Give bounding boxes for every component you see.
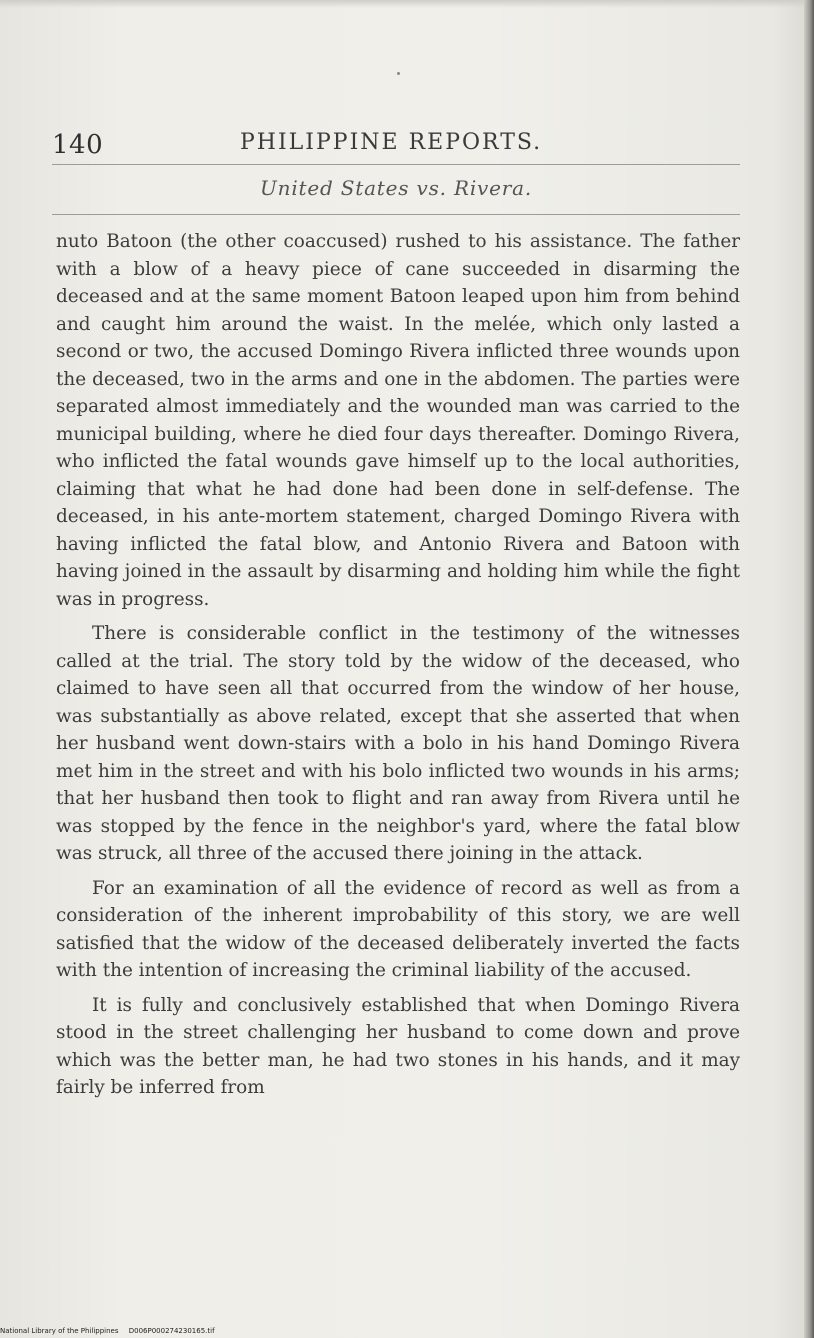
paragraph-testimony-conflict: There is considerable conflict in the testimony of the witnesses called at the trial. The story told by the widow of the deceased, who claimed to have seen all that occurred from the window of her house, was substantially as above related, except that she asserted that when her husband went down-stairs with a bolo in his hand Domingo Rivera met him in the street and with his bolo inflicted two wounds in his arms; that her husband then took to flight and ran away from Rivera until he was stopped by the fence in the neighbor's yard, where the fatal blow was struck, all three of the accused there joining in the attack. (56, 623, 740, 864)
header-rule-bottom (52, 214, 740, 215)
page-number: 140 (52, 130, 104, 160)
dust-speck (397, 72, 400, 75)
case-title: United States vs. Rivera. (259, 176, 533, 200)
footer-library: National Library of the Philippines (0, 1327, 119, 1335)
scan-footer (0, 1327, 215, 1335)
body-text (56, 228, 740, 1109)
paragraph-continuation: nuto Batoon (the other coaccused) rushed to his assistance. The father with a blow of a heavy piece of cane succeeded in disarming the deceased and at the same moment Batoon leaped upon him from behind and caught him around the waist. In the melée, which only lasted a second or two, the accused Domingo Rivera inflicted three wounds upon the deceased, two in the arms and one in the abdomen. The parties were separated almost immediately and the wounded man was carried to the municipal building, where he died four days thereafter. Domingo Rivera, who inflicted the fatal wounds gave himself up to the local authorities, claiming that what he had done had been done in self-defense. The deceased, in his ante-mortem statement, charged Domingo Rivera with having inflicted the fatal blow, and Antonio Rivera and Batoon with having joined in the assault by disarming and holding him while the fight was in progress. (56, 231, 740, 610)
page-top-shadow (0, 0, 814, 8)
page-right-edge (804, 0, 814, 1338)
paragraph-established-facts: It is fully and conclusively established that when Domingo Rivera stood in the street challenging her husband to come down and prove which was the better man, he had two stones in his hands, and it may fairly be inferred from (56, 994, 740, 1098)
running-head (52, 128, 742, 164)
footer-doc-id: D006P000274230165.tif (128, 1327, 215, 1335)
paragraph-evidence-examination: For an examination of all the evidence of record as well as from a consideration of the inherent improbability of this story, we are well satisfied that the widow of the deceased deliberately inverted the facts with the intention of increasing the criminal liability of the accused. (56, 877, 740, 981)
book-title: PHILIPPINE REPORTS. (240, 130, 543, 155)
header-rule-top (52, 164, 740, 165)
